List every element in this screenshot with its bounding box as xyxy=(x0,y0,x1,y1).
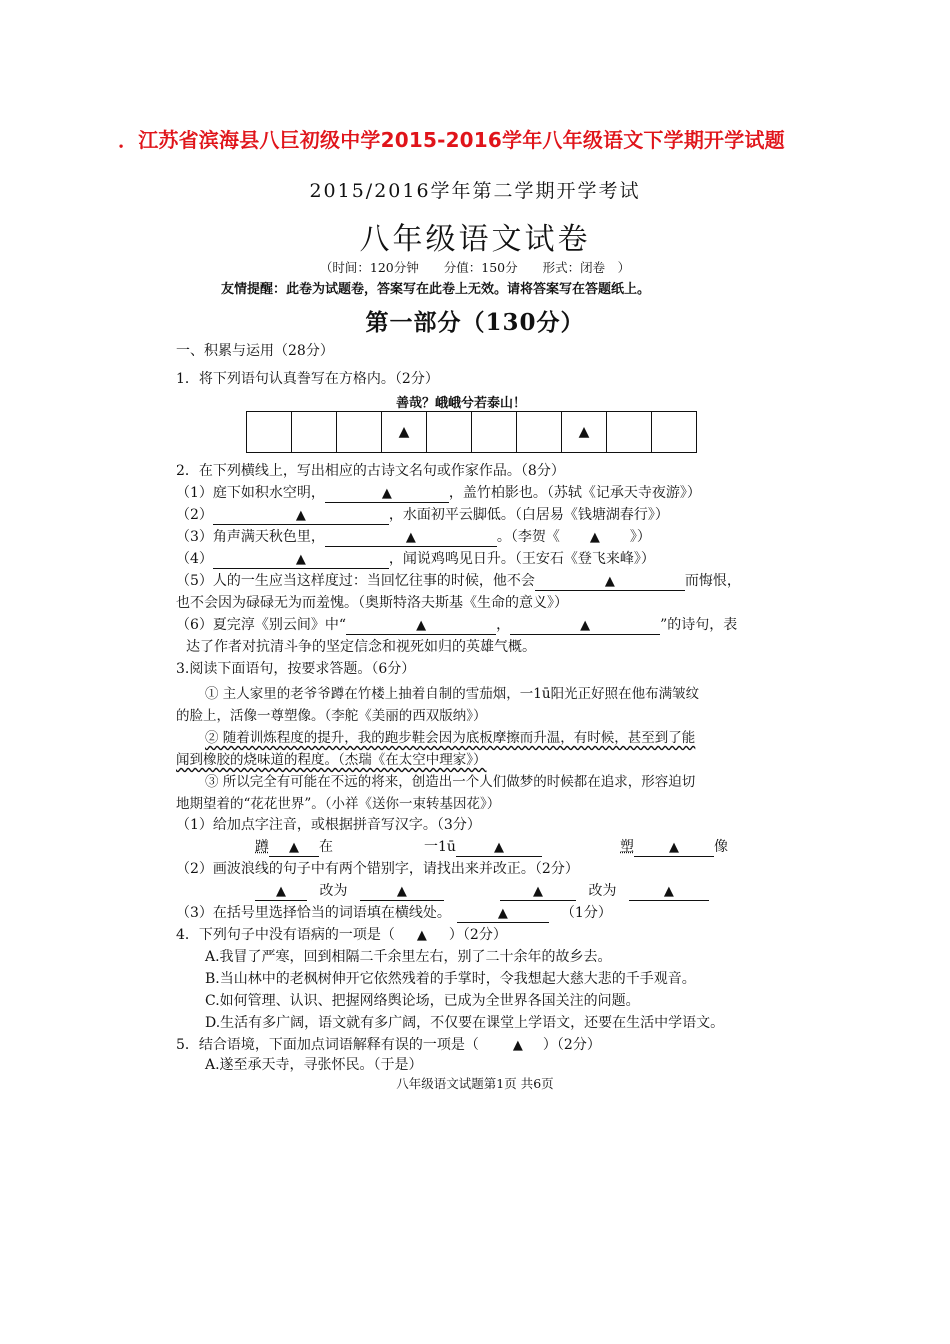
q2-6-comma: ， xyxy=(496,617,511,633)
q2-line-1 xyxy=(176,482,701,503)
paper-title: 八年级语文试卷 xyxy=(359,222,591,257)
q3-sentence-3: ③ 所以完全有可能在不远的将来，创造出一个人们做梦的时候都在追求，形容迫切 xyxy=(205,774,696,790)
q3-sentence-2: ② 随着训炼程度的提升，我的跑步鞋会因为底板摩擦而升温，有时候，甚至到了能 xyxy=(205,730,696,746)
q2-2-source: ，水面初平云脚低。（白居易《钱塘湖春行》） xyxy=(388,507,669,523)
q2-2-text: （2） xyxy=(176,507,213,523)
q5-option-a: A.遂至承天寺，寻张怀民。（于是） xyxy=(205,1057,423,1073)
question-5 xyxy=(176,1034,601,1054)
q2-5-text: （5）人的一生应当这样度过：当回忆往事的时候，他不会 xyxy=(176,573,535,589)
tips: 友情提醒：此卷为试题卷，答案写在此卷上无效。请将答案写在答题纸上。 xyxy=(221,282,651,297)
page-footer: 八年级语文试题第1页 共6页 xyxy=(396,1076,554,1091)
q3-part-2: （2）画波浪线的句子中有两个错别字，请找出来并改正。（2分） xyxy=(176,861,579,877)
grid-cell[interactable] xyxy=(247,412,292,452)
answer-blank[interactable]: ▲ xyxy=(535,574,685,591)
writing-grid xyxy=(246,411,697,453)
answer-blank[interactable]: ▲ xyxy=(360,884,444,901)
q5-text-end: ）（2分） xyxy=(528,1037,601,1053)
grid-cell[interactable] xyxy=(427,412,472,452)
q4-option-a: A.我冒了严寒，回到相隔二千余里左右，别了二十余年的故乡去。 xyxy=(205,949,612,965)
q4-text: 4．下列句子中没有语病的一项是（ xyxy=(176,927,409,943)
q2-line-5 xyxy=(176,570,741,591)
q2-3-end: 》） xyxy=(629,529,651,545)
exam-info: （时间：120分钟 分值：150分 形式：闭卷 ） xyxy=(319,260,631,275)
q5-text: 5．结合语境，下面加点词语解释有误的一项是（ xyxy=(176,1037,507,1053)
q4-option-b: B.当山林中的老枫树伸开它依然残着的手掌时，令我想起大慈大悲的千手观音。 xyxy=(205,971,696,987)
answer-blank[interactable]: ▲ xyxy=(346,618,496,635)
q3-word-1: 蹲 xyxy=(255,839,269,855)
answer-blank[interactable]: ▲ xyxy=(457,906,549,923)
q3-sentence-2b: 闻到橡胶的烧味道的程度。（杰瑞《在太空中理家》） xyxy=(176,752,487,768)
grid-cell[interactable] xyxy=(517,412,562,452)
question-4 xyxy=(176,924,507,944)
q2-line-5b: 也不会因为碌碌无为而羞愧。（奥斯特洛夫斯基《生命的意义》） xyxy=(176,595,568,611)
grid-cell[interactable]: ▲ xyxy=(382,412,427,452)
q3-sentence-1b: 的脸上，活像一尊塑像。（李舵《美丽的西双版纳》） xyxy=(176,708,487,724)
answer-blank[interactable]: ▲ xyxy=(629,884,709,901)
q3-part-1-blank-2 xyxy=(424,836,542,857)
grid-cell[interactable] xyxy=(607,412,652,452)
answer-blank[interactable]: ▲ xyxy=(456,840,542,857)
q2-4-text: （4） xyxy=(176,551,213,567)
exam-title: 2015/2016学年第二学期开学考试 xyxy=(309,180,641,202)
q2-line-6b: 达了作者对抗清斗争的坚定信念和视死如归的英雄气概。 xyxy=(186,639,536,655)
q2-6-end: ”的诗句，表 xyxy=(660,617,738,633)
q2-6-text: （6）夏完淳《别云间》中“ xyxy=(176,617,347,633)
q2-5-end: 而悔恨， xyxy=(684,573,741,589)
answer-blank[interactable]: ▲ xyxy=(510,618,660,635)
q2-line-2 xyxy=(176,504,669,525)
answer-blank[interactable]: ▲ xyxy=(512,1038,523,1053)
answer-blank[interactable]: ▲ xyxy=(416,928,427,943)
q3-word-1b: 在 xyxy=(319,839,333,855)
grid-cell[interactable] xyxy=(472,412,517,452)
answer-blank[interactable]: ▲ xyxy=(634,840,714,857)
q3-sentence-3b: 地期望着的“花花世界”。（小祥《送你一束转基因花》） xyxy=(176,796,501,812)
answer-blank[interactable]: ▲ xyxy=(500,884,576,901)
grid-cell[interactable]: ▲ xyxy=(562,412,607,452)
answer-blank[interactable]: ▲ xyxy=(213,508,389,525)
grid-cell[interactable] xyxy=(337,412,382,452)
document-red-title: ．江苏省滨海县八巨初级中学2015-2016学年八年级语文下学期开学试题 xyxy=(118,128,785,152)
answer-blank[interactable]: ▲ xyxy=(589,530,600,545)
change-to-label: 改为 xyxy=(588,883,617,899)
q3-part-3 xyxy=(176,902,612,923)
q2-4-source: ，闻说鸡鸣见日升。（王安石《登飞来峰》） xyxy=(388,551,655,567)
answer-blank[interactable]: ▲ xyxy=(325,530,497,547)
q2-3-source: 。（李贺《 xyxy=(496,529,560,545)
q4-option-d: D.生活有多广阔，语文就有多广阔，不仅要在课堂上学语文，还要在生活中学语文。 xyxy=(205,1015,725,1031)
grid-cell[interactable] xyxy=(652,412,696,452)
question-3: 3.阅读下面语句，按要求答题。（6分） xyxy=(176,661,416,677)
q2-line-4 xyxy=(176,548,655,569)
q2-1-text: （1）庭下如积水空明， xyxy=(176,485,325,501)
question-1: 1．将下列语句认真誊写在方格内。（2分） xyxy=(176,371,439,387)
q3-part-3-score: （1分） xyxy=(560,905,612,921)
part-title: 第一部分（130分） xyxy=(365,309,585,336)
q3-word-3: 塑 xyxy=(620,839,634,855)
q3-part-1: （1）给加点字注音，或根据拼音写汉字。（3分） xyxy=(176,817,481,833)
q3-word-3b: 像 xyxy=(714,839,728,855)
q3-word-2: 一1ū xyxy=(424,839,456,855)
q2-line-3 xyxy=(176,526,651,547)
section-heading: 一、积累与运用（28分） xyxy=(176,343,334,359)
grid-cell[interactable] xyxy=(292,412,337,452)
q3-part-1-blank-3 xyxy=(620,836,728,857)
q3-part-2-blanks-b xyxy=(500,880,709,901)
q3-sentence-1: ① 主人家里的老爷爷蹲在竹楼上抽着自制的雪茄烟，一1ū阳光正好照在他布满皱纹 xyxy=(205,686,700,702)
change-to-label: 改为 xyxy=(319,883,348,899)
q2-3-text: （3）角声满天秋色里， xyxy=(176,529,325,545)
question-2: 2．在下列横线上，写出相应的古诗文名句或作家作品。（8分） xyxy=(176,463,565,479)
q4-text-end: ）（2分） xyxy=(434,927,507,943)
q3-part-1-blanks xyxy=(255,836,333,857)
answer-blank[interactable]: ▲ xyxy=(269,840,319,857)
answer-blank[interactable]: ▲ xyxy=(325,486,449,503)
q2-1-source: ，盖竹柏影也。（苏轼《记承天寺夜游》） xyxy=(448,485,701,501)
q1-quote: 善哉？峨峨兮若泰山！ xyxy=(396,396,527,411)
q3-part-2-blanks xyxy=(255,880,444,901)
q2-line-6 xyxy=(176,614,737,635)
answer-blank[interactable]: ▲ xyxy=(255,884,307,901)
answer-blank[interactable]: ▲ xyxy=(213,552,389,569)
q3-part-3-text: （3）在括号里选择恰当的词语填在横线处。 xyxy=(176,905,451,921)
q4-option-c: C.如何管理、认识、把握网络舆论场，已成为全世界各国关注的问题。 xyxy=(205,993,640,1009)
